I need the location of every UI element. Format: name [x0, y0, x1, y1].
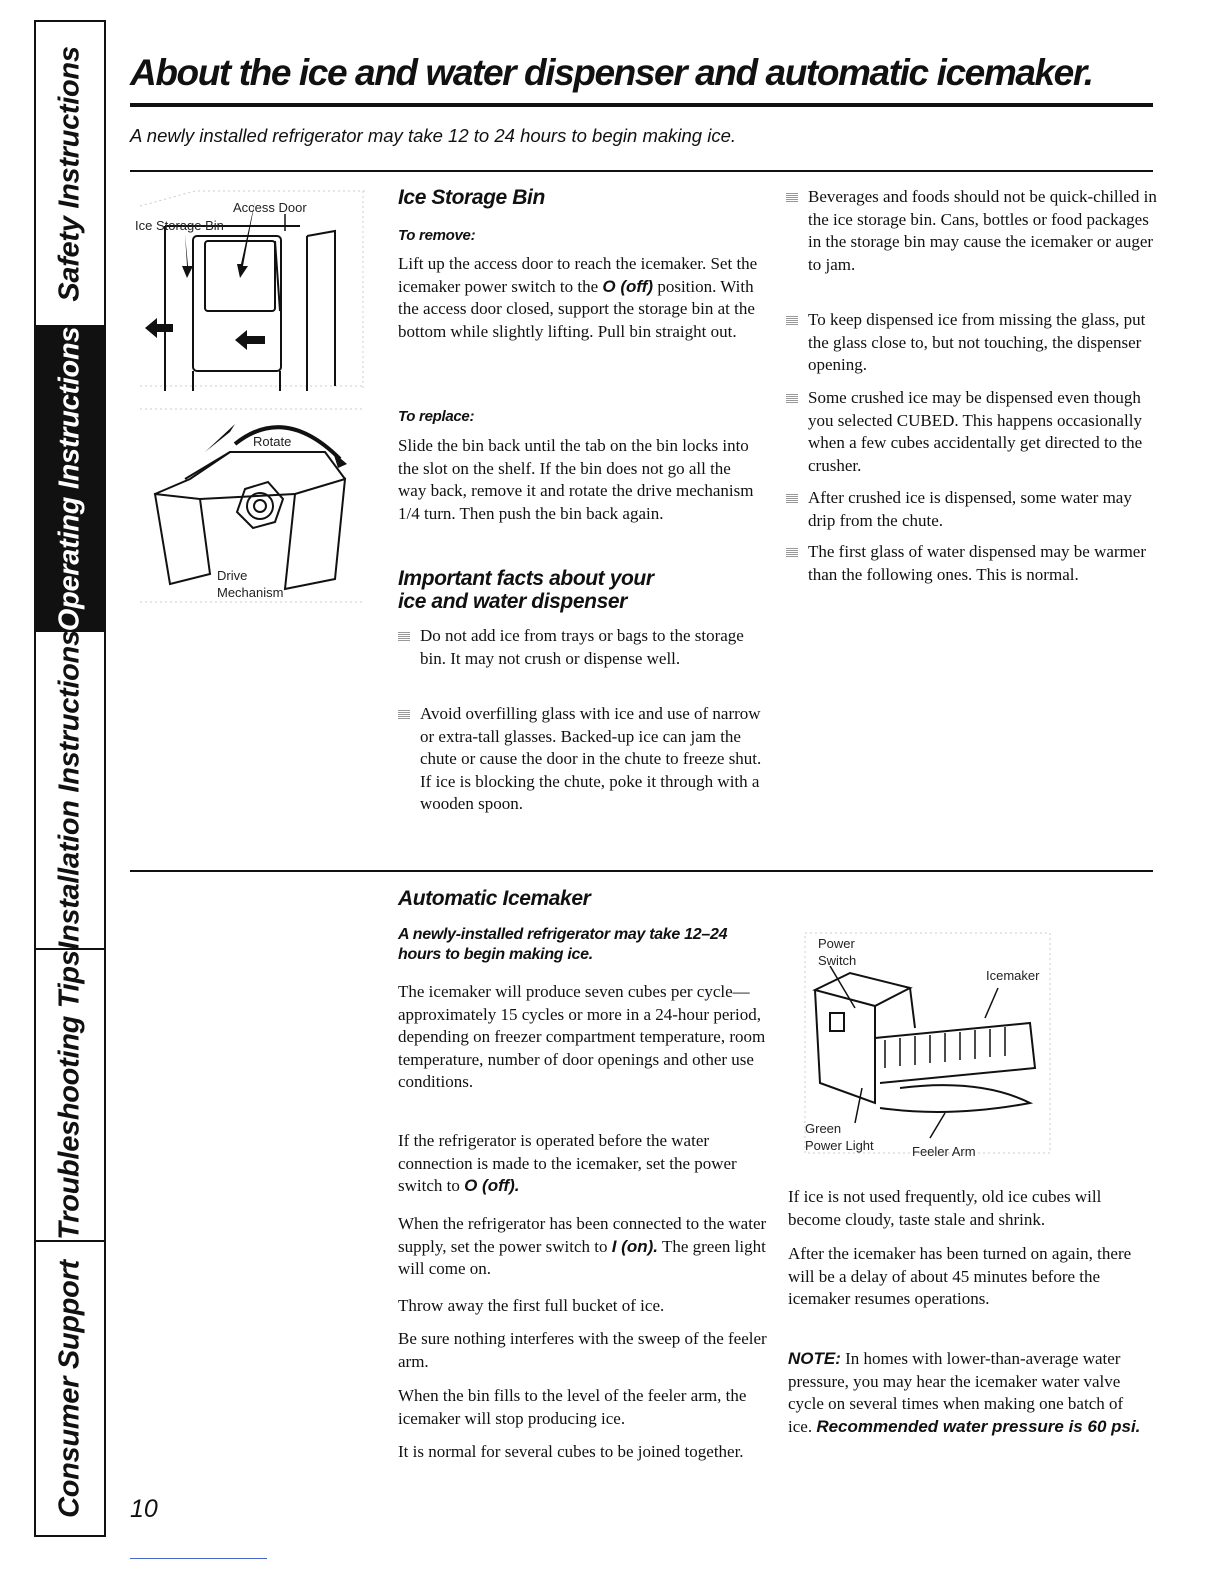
- fact-bullet: Avoid overfilling glass with ice and use of narrow or extra-tall glasses. Backed-up ice can jam the chute or cause the door in the chute to freeze shut. If ice is blocking the chute, poke it through with a wooden spoon.: [398, 703, 765, 816]
- fact-bullet: Do not add ice from trays or bags to the storage bin. It may not crush or dispense well.: [398, 625, 765, 670]
- label-access-door: Access Door: [233, 200, 307, 215]
- tab-safety-instructions[interactable]: Safety Instructions: [36, 22, 104, 327]
- section-divider: [130, 170, 1153, 172]
- icemaker-paragraph: The icemaker will produce seven cubes per cycle—approximately 15 cycles or more in a 24-hour period, depending on freezer compartment temperature, room temperature, number of door openings and other use conditions.: [398, 982, 766, 1091]
- tab-troubleshooting-tips[interactable]: Troubleshooting Tips: [36, 950, 104, 1242]
- drive-mechanism-figure: [135, 404, 370, 604]
- ice-storage-bin-figure: [135, 186, 370, 401]
- title-rule: [130, 103, 1153, 107]
- to-remove-label: To remove:: [398, 227, 476, 244]
- label-ice-storage-bin: Ice Storage Bin: [135, 218, 224, 233]
- ice-storage-bin-heading: Ice Storage Bin: [398, 186, 545, 209]
- page-number: 10: [130, 1495, 158, 1523]
- label-drive: Drive: [217, 568, 248, 583]
- page-subtitle: A newly installed refrigerator may take 12 to 24 hours to begin making ice.: [130, 125, 737, 146]
- note-paragraph: NOTE: In homes with lower-than-average water pressure, you may hear the icemaker water valve cycle on several times when making one batch of ice. Recommended water pressure is 60 psi.: [788, 1349, 1141, 1436]
- section-divider: [130, 870, 1153, 872]
- tab-installation-instructions[interactable]: Installation Instructions: [36, 632, 104, 950]
- automatic-icemaker-heading: Automatic Icemaker: [398, 887, 591, 910]
- icemaker-paragraph: It is normal for several cubes to be joined together.: [398, 1442, 744, 1461]
- to-replace-label: To replace:: [398, 408, 475, 425]
- important-facts-heading: Important facts about your ice and water dispenser: [398, 567, 654, 613]
- label-green: Green: [805, 1121, 842, 1136]
- icemaker-figure: [800, 928, 1058, 1160]
- to-remove-text: Lift up the access door to reach the icemaker. Set the icemaker power switch to the O (off) position. With the access door closed, support the storage bin at the bottom while slightly lifting. Pull bin straight out.: [398, 254, 758, 341]
- footer-link-line: [130, 1558, 267, 1559]
- icemaker-paragraph: When the refrigerator has been connected to the water supply, set the power switch to I (on). The green light will come on.: [398, 1214, 767, 1278]
- tab-operating-instructions[interactable]: Operating Instructions: [36, 327, 104, 632]
- label-rotate: Rotate: [253, 434, 292, 449]
- section-tabs: [34, 20, 106, 1537]
- page-title: About the ice and water dispenser and automatic icemaker.: [130, 52, 1093, 93]
- fact-bullet: To keep dispensed ice from missing the glass, put the glass close to, but not touching, the dispenser opening.: [786, 309, 1163, 377]
- label-feeler-arm: Feeler Arm: [912, 1144, 976, 1159]
- label-power: Power: [818, 936, 855, 951]
- icemaker-paragraph: Be sure nothing interferes with the sweep of the feeler arm.: [398, 1329, 767, 1371]
- to-replace-text: Slide the bin back until the tab on the bin locks into the slot on the shelf. If the bin does not go all the way back, remove it and rotate the drive mechanism 1/4 turn. Then push the bin back again.: [398, 436, 754, 523]
- icemaker-intro: A newly-installed refrigerator may take 12–24 hours to begin making ice.: [398, 926, 728, 963]
- label-mechanism: Mechanism: [217, 585, 284, 600]
- fact-bullet: After crushed ice is dispensed, some water may drip from the chute.: [786, 487, 1148, 532]
- icemaker-paragraph: If the refrigerator is operated before the water connection is made to the icemaker, set the power switch to O (off).: [398, 1131, 737, 1195]
- label-switch: Switch: [818, 953, 857, 968]
- icemaker-right-paragraph: If ice is not used frequently, old ice cubes will become cloudy, taste stale and shrink.: [788, 1187, 1102, 1229]
- tab-consumer-support[interactable]: Consumer Support: [53, 1259, 86, 1518]
- fact-bullet: Beverages and foods should not be quick-chilled in the ice storage bin. Cans, bottles or food packages in the storage bin may cause the icemaker or auger to jam.: [786, 186, 1163, 276]
- icemaker-paragraph: Throw away the first full bucket of ice.: [398, 1296, 665, 1315]
- icemaker-right-paragraph: After the icemaker has been turned on again, there will be a delay of about 45 minutes before the icemaker resumes operations.: [788, 1244, 1132, 1308]
- icemaker-paragraph: When the bin fills to the level of the feeler arm, the icemaker will stop producing ice.: [398, 1386, 747, 1428]
- label-power-light: Power Light: [805, 1138, 874, 1153]
- label-icemaker: Icemaker: [986, 968, 1040, 983]
- fact-bullet: The first glass of water dispensed may be warmer than the following ones. This is normal.: [786, 541, 1153, 586]
- fact-bullet: Some crushed ice may be dispensed even though you selected CUBED. This happens occasionally when a few cubes accidentally get directed to the crusher.: [786, 387, 1163, 477]
